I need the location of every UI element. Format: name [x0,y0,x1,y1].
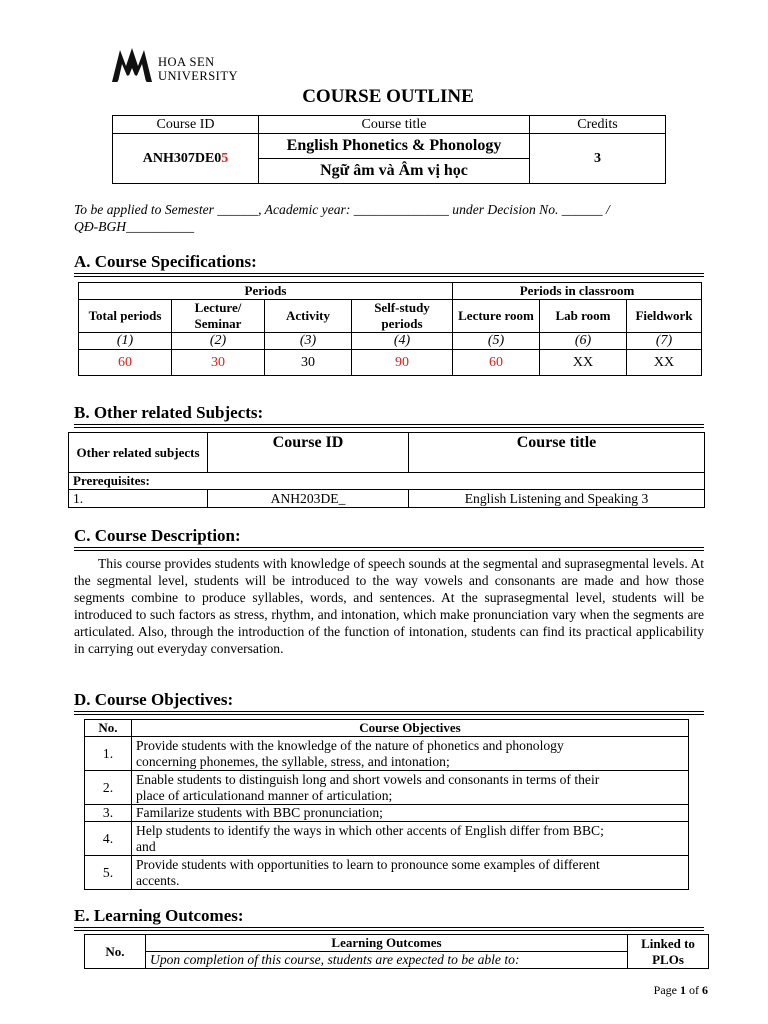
spec-index-2: (2) [172,333,265,350]
objectives-table [84,719,689,890]
credits-value: 3 [530,134,666,184]
lotus-logo-icon [110,44,154,84]
outcomes-col-title: Learning Outcomes [146,935,628,952]
outcomes-col-subtitle: Upon completion of this course, students are expected to be able to: [146,952,628,969]
spec-index-4: (4) [352,333,453,350]
prerequisites-label: Prerequisites: [69,473,705,490]
page-current: 1 [680,983,686,997]
section-a-heading: A. Course Specifications: [74,252,704,274]
objective-no: 3. [85,805,132,822]
outcomes-col-plo: Linked to PLOs [628,935,709,969]
related-col-subjects: Other related subjects [69,433,208,473]
related-row-title: English Listening and Speaking 3 [409,490,705,508]
outcomes-table [84,934,709,969]
logo-text-line2: UNIVERSITY [158,69,238,83]
objective-no: 4. [85,822,132,856]
course-id-cell [113,134,259,184]
of-word: of [689,983,699,997]
spec-value-activity: 30 [265,350,352,376]
spec-index-1: (1) [79,333,172,350]
section-c-heading: C. Course Description: [74,526,704,548]
objective-line: Help students to identify the ways in which other accents of English differ from BBC; [136,822,604,838]
page-word: Page [653,983,677,997]
spec-header-fieldwork: Fieldwork [627,300,702,333]
spec-value-lecture: 30 [172,350,265,376]
course-title-vi: Ngữ âm và Âm vị học [259,159,530,184]
spec-value-lecture-room: 60 [453,350,540,376]
spec-value-selfstudy: 90 [352,350,453,376]
spec-header-total: Total periods [79,300,172,333]
spec-value-fieldwork: XX [627,350,702,376]
spec-value-total: 60 [79,350,172,376]
course-table [112,115,666,184]
objective-text: Familarize students with BBC pronunciation; [132,805,689,822]
objective-line: concerning phonemes, the syllable, stress, and intonation; [136,753,450,769]
outcomes-col-no: No. [85,935,146,969]
objective-line: Provide students with opportunities to learn to pronounce some examples of different [136,856,600,872]
objective-text [132,856,689,890]
applied-line-1: To be applied to Semester ______, Academic year: ______________ under Decision No. ______ / [74,202,610,217]
spec-header-lecture-room: Lecture room [453,300,540,333]
page-number [654,983,708,998]
section-b-heading: B. Other related Subjects: [74,403,704,425]
course-title-header: Course title [259,116,530,134]
objective-line: and [136,838,156,854]
objective-text [132,737,689,771]
course-id-header: Course ID [113,116,259,134]
spec-header-lecture: Lecture/ Seminar [172,300,265,333]
spec-value-lab-room: XX [540,350,627,376]
related-table [68,432,705,508]
spec-group-periods: Periods [79,283,453,300]
course-id-suffix: 5 [221,150,229,166]
objectives-col-title: Course Objectives [132,720,689,737]
course-description: This course provides students with knowledge of speech sounds at the segmental and suprasegmental levels. At the segmental level, students will be introduced to the way vowels and consonants are made and how those segments combine to produce syllables, words, and sentences. At the suprasegmental level, students will be introduced to such factors as stress, rhythm, and intonation, which make pronunciation vary when the segments are articulated. Also, through the introduction of the function of intonation, students can find its practical applicability in carrying out everyday conversation. [74,556,704,656]
spec-index-7: (7) [627,333,702,350]
spec-header-activity: Activity [265,300,352,333]
spec-table [78,282,702,376]
section-e-heading: E. Learning Outcomes: [74,906,704,928]
objective-line: accents. [136,872,180,888]
applied-line-2: QĐ-BGH__________ [74,219,195,234]
objectives-col-no: No. [85,720,132,737]
spec-index-6: (6) [540,333,627,350]
objective-text [132,771,689,805]
course-title-en: English Phonetics & Phonology [259,134,530,159]
course-id-prefix: ANH307DE0 [142,150,222,166]
objective-no: 5. [85,856,132,890]
spec-index-3: (3) [265,333,352,350]
logo-text-line1: HOA SEN [158,55,215,69]
page-title: COURSE OUTLINE [302,86,474,107]
related-col-id: Course ID [208,433,409,473]
section-d-heading: D. Course Objectives: [74,690,704,712]
page-total: 6 [702,983,708,997]
spec-group-classroom: Periods in classroom [453,283,702,300]
spec-header-lab-room: Lab room [540,300,627,333]
objective-line: place of articulationand manner of articulation; [136,787,393,803]
credits-header: Credits [530,116,666,134]
related-row-id: ANH203DE_ [208,490,409,508]
objective-text [132,822,689,856]
spec-index-5: (5) [453,333,540,350]
logo [110,44,154,89]
related-row-no: 1. [69,490,208,508]
objective-line: Provide students with the knowledge of the nature of phonetics and phonology [136,737,564,753]
objective-no: 1. [85,737,132,771]
objective-no: 2. [85,771,132,805]
spec-header-selfstudy: Self-study periods [352,300,453,333]
related-col-title: Course title [409,433,705,473]
objective-line: Enable students to distinguish long and short vowels and consonants in terms of their [136,771,600,787]
